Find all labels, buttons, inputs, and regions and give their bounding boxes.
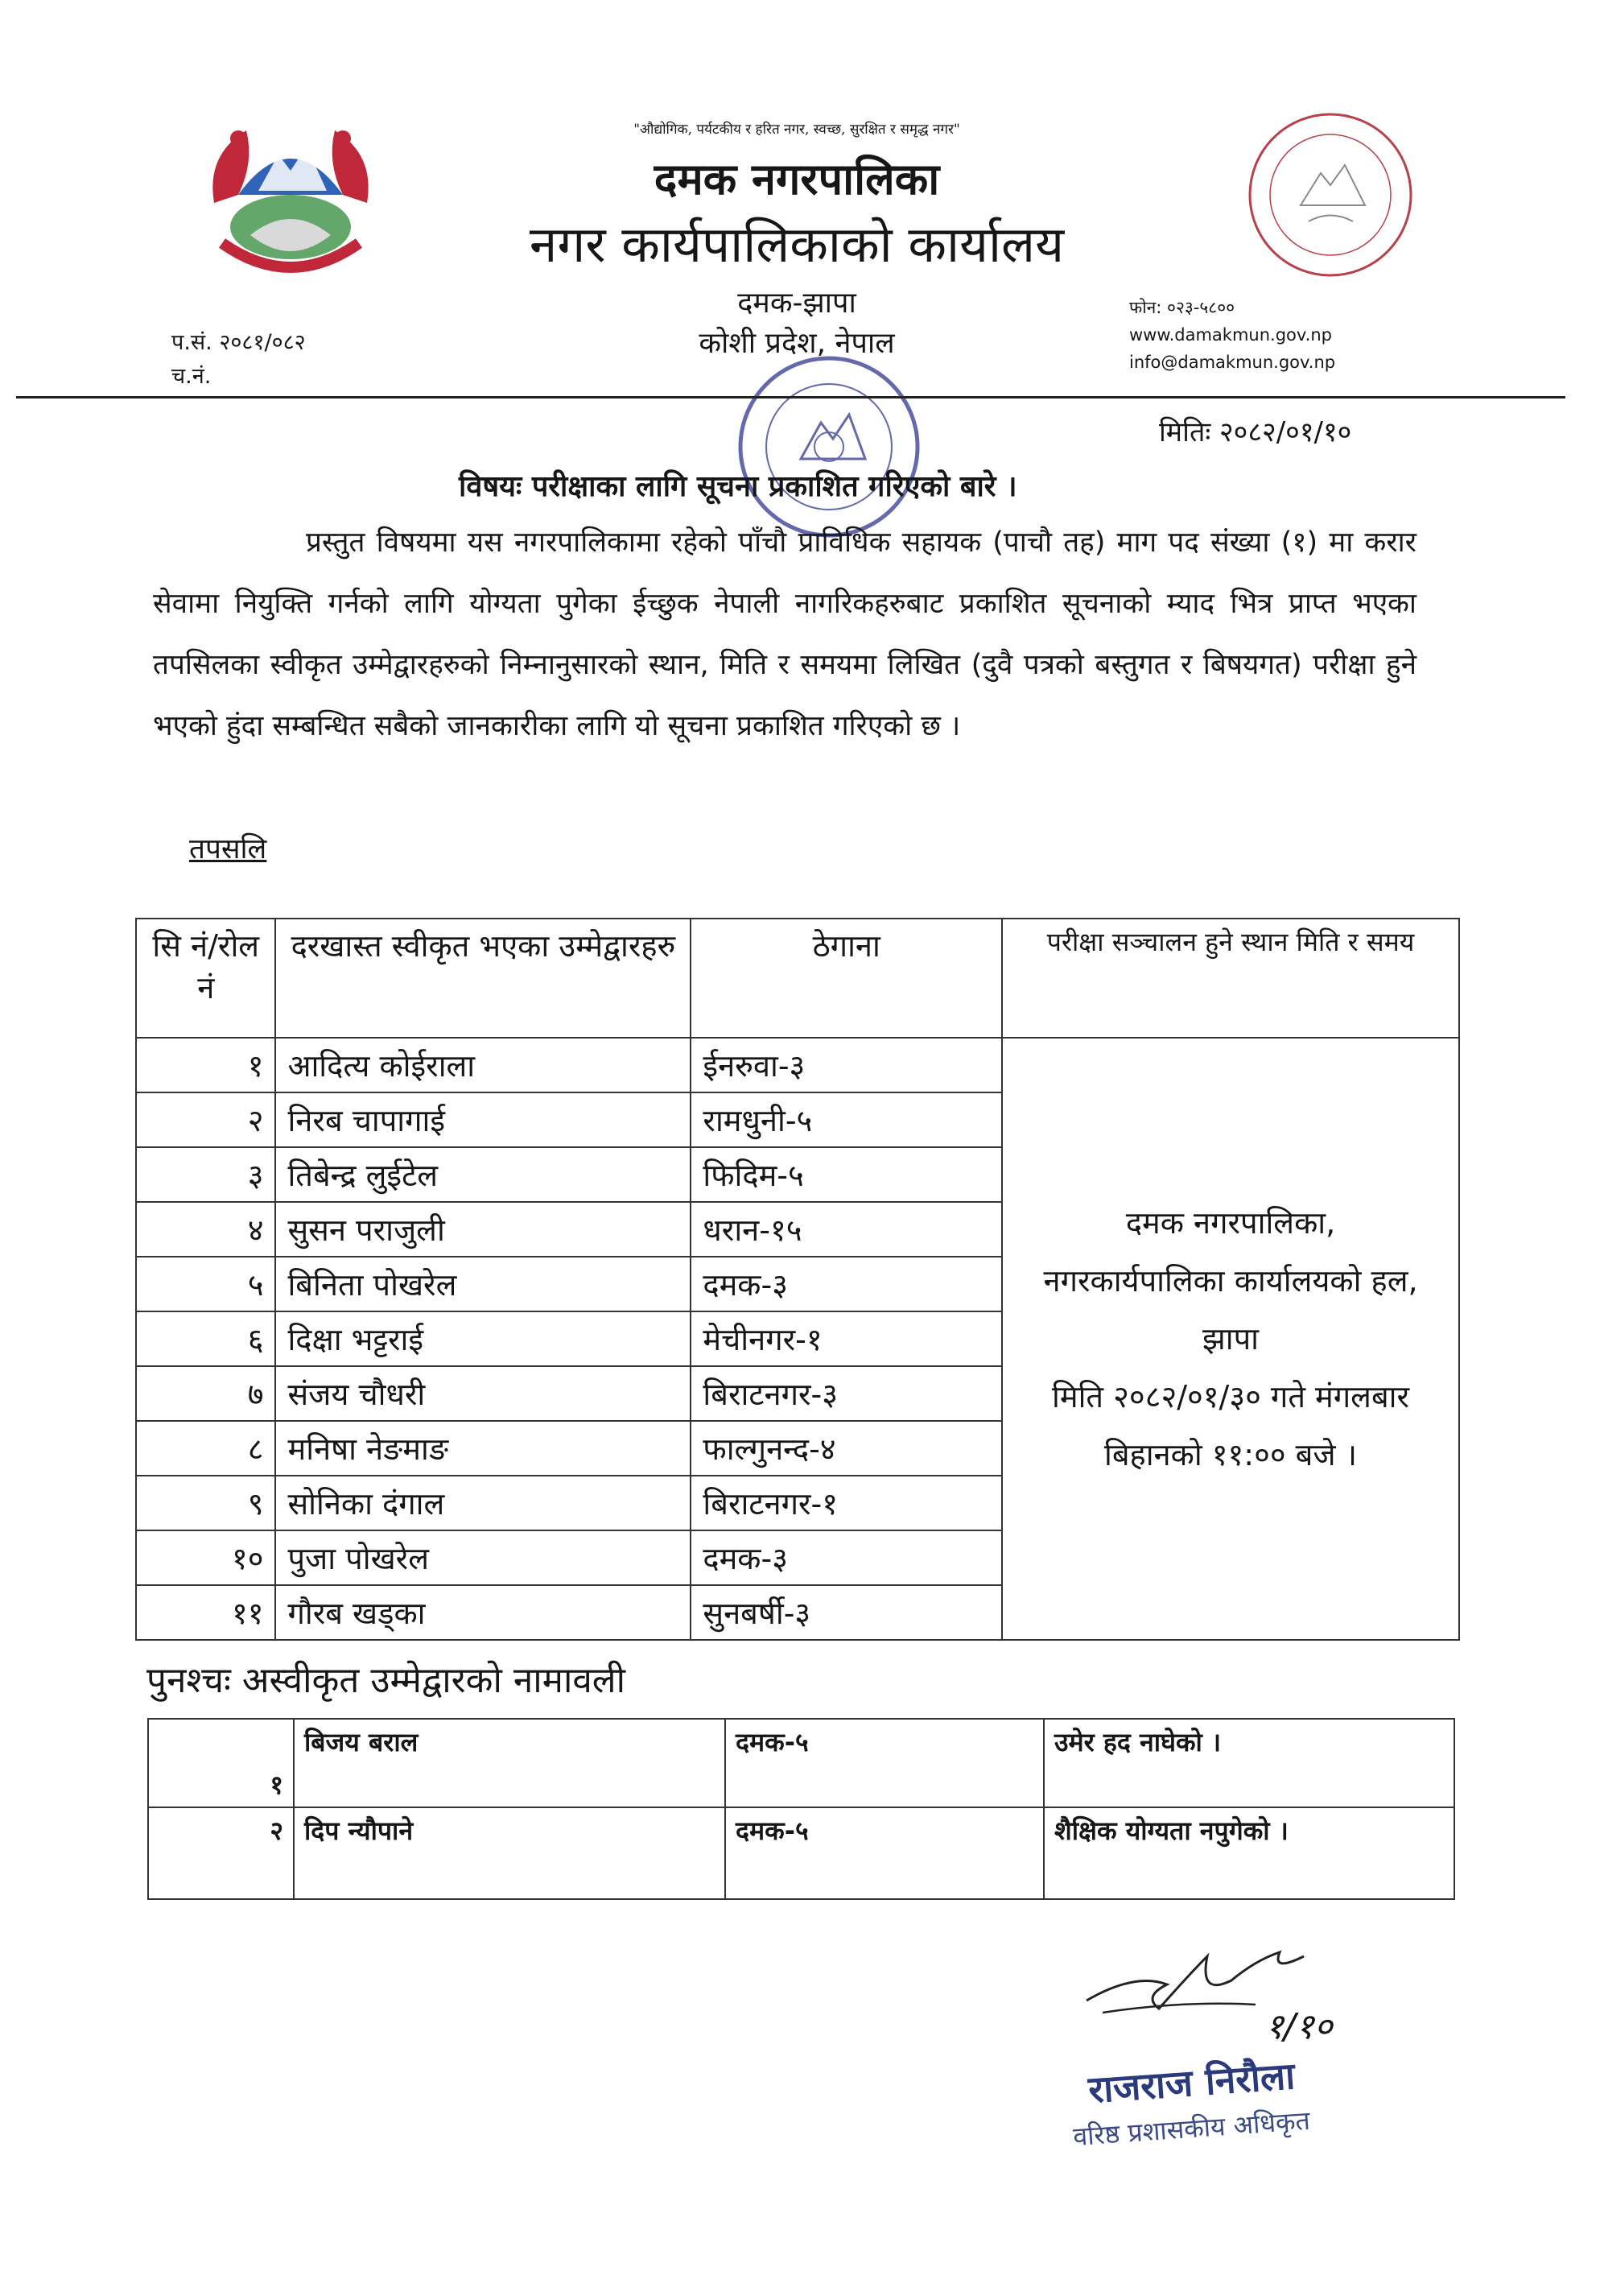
candidate-name: गौरब खड्का [275, 1585, 691, 1640]
roll-number: ७ [136, 1366, 275, 1421]
candidate-name: दिक्षा भट्टराई [275, 1311, 691, 1366]
municipality-motto: "औद्योगिक, पर्यटकीय र हरित नगर, स्वच्छ, सुरक्षित र समृद्ध नगर" [633, 122, 960, 138]
candidate-address: दमक-५ [725, 1807, 1044, 1899]
candidate-name: आदित्य कोईराला [275, 1038, 691, 1092]
reference-number: प.सं. २०८१/०८२ [171, 330, 306, 355]
column-header-address: ठेगाना [691, 919, 1002, 1038]
candidate-name: बिजय बराल [294, 1719, 725, 1807]
rejected-candidates-table [147, 1718, 1455, 1900]
roll-number: ६ [136, 1311, 275, 1366]
roll-number: ५ [136, 1257, 275, 1311]
roll-number: १ [136, 1038, 275, 1092]
venue-line-5: बिहानको ११:०० बजे । [1103, 1437, 1358, 1472]
candidate-address: सुनबर्षी-३ [691, 1585, 1002, 1640]
exam-venue-cell [1002, 1038, 1459, 1640]
candidate-name: संजय चौधरी [275, 1366, 691, 1421]
candidate-address: फाल्गुनन्द-४ [691, 1421, 1002, 1476]
roll-number: १० [136, 1530, 275, 1585]
venue-line-3: झापा [1202, 1321, 1260, 1357]
candidate-address: दमक-५ [725, 1719, 1044, 1807]
candidate-name: दिप न्यौपाने [294, 1807, 725, 1899]
roll-number: २ [136, 1092, 275, 1147]
letter-body [153, 512, 1416, 757]
table-row [136, 1038, 1459, 1092]
candidate-address: बिराटनगर-३ [691, 1366, 1002, 1421]
reference-block [171, 326, 306, 394]
column-header-exam-venue: परीक्षा सञ्चालन हुने स्थान मिति र समय [1002, 919, 1459, 1038]
letter-date: मितिः २०८२/०१/१० [1159, 416, 1352, 448]
address-line-2: कोशी प्रदेश, नेपाल [699, 327, 895, 360]
candidate-address: मेचीनगर-१ [691, 1311, 1002, 1366]
candidate-name: पुजा पोखरेल [275, 1530, 691, 1585]
roll-number: ८ [136, 1421, 275, 1476]
column-header-roll: सि नं/रोल नं [136, 919, 275, 1038]
candidate-address: फिदिम-५ [691, 1147, 1002, 1202]
candidate-name: तिबेन्द्र लुईटेल [275, 1147, 691, 1202]
column-header-candidates: दरखास्त स्वीकृत भएका उम्मेद्वारहरु [275, 919, 691, 1038]
signature-date: १/१० [1265, 2006, 1333, 2047]
phone-number: फोन: ०२३-५८०० [1129, 298, 1235, 317]
address-line-1: दमक-झापा [737, 287, 856, 320]
website: www.damakmun.gov.np [1129, 325, 1332, 345]
roll-number: २ [148, 1807, 294, 1899]
office-name: नगर कार्यपालिकाको कार्यालय [529, 215, 1065, 274]
roll-number: ९ [136, 1476, 275, 1530]
email: info@damakmun.gov.np [1129, 353, 1336, 372]
candidate-address: धरान-१५ [691, 1202, 1002, 1257]
candidate-name: मनिषा नेङमाङ [275, 1421, 691, 1476]
candidate-name: बिनिता पोखरेल [275, 1257, 691, 1311]
schedule-label: तपसलि [189, 833, 267, 865]
candidate-name: निरब चापागाई [275, 1092, 691, 1147]
header-divider [16, 396, 1565, 398]
candidate-name: सुसन पराजुली [275, 1202, 691, 1257]
table-row [148, 1719, 1454, 1807]
candidate-name: सोनिका दंगाल [275, 1476, 691, 1530]
candidate-address: दमक-३ [691, 1257, 1002, 1311]
venue-line-4: मिति २०८२/०१/३० गते मंगलबार [1052, 1379, 1410, 1414]
roll-number: ४ [136, 1202, 275, 1257]
venue-line-1: दमक नगरपालिका, [1125, 1205, 1336, 1241]
roll-number: ११ [136, 1585, 275, 1640]
signatory-title: वरिष्ठ प्रशासकीय अधिकृत [1072, 2104, 1311, 2153]
letter-subject: विषयः परीक्षाका लागि सूचना प्रकाशित गरिएको बारे । [459, 470, 1017, 503]
candidate-address: दमक-३ [691, 1530, 1002, 1585]
candidates-table [135, 918, 1460, 1641]
municipality-seal-icon [1244, 109, 1417, 282]
letter-body-text: प्रस्तुत विषयमा यस नगरपालिकामा रहेको पाँचौ प्राविधिक सहायक (पाचौ तह) माग पद संख्या (१) मा करार सेवामा नियुक्ति गर्नको लागि योग्यता पुगेका ईच्छुक नेपाली नागरिकहरुबाट प्रकाशित सूचनाको म्याद भित्र प्राप्त भएका तपसिलका स्वीकृत उम्मेद्वारहरुको निम्नानुसारको स्थान, मिति र समयमा लिखित (दुवै पत्रको बस्तुगत र बिषयगत) परीक्षा हुने भएको हुंदा सम्बन्धित सबैको जानकारीका लागि यो सूचना प्रकाशित गरिएको छ । [153, 527, 1416, 742]
candidate-address: बिराटनगर-१ [691, 1476, 1002, 1530]
government-emblem-icon [190, 106, 391, 283]
table-header-row [136, 919, 1459, 1038]
roll-number: ३ [136, 1147, 275, 1202]
candidate-address: रामधुनी-५ [691, 1092, 1002, 1147]
candidate-address: ईनरुवा-३ [691, 1038, 1002, 1092]
dispatch-number: च.नं. [171, 364, 212, 389]
rejected-list-title: पुनश्चः अस्वीकृत उम्मेद्वारको नामावली [146, 1660, 626, 1701]
rejection-reason: शैक्षिक योग्यता नपुगेको । [1044, 1807, 1454, 1899]
signatory-name: राजराज निरौला [1087, 2054, 1297, 2112]
roll-number: १ [148, 1719, 294, 1807]
contact-block [1129, 294, 1335, 376]
organization-name: दमक नगरपालिका [654, 154, 940, 204]
venue-line-2: नगरकार्यपालिका कार्यालयको हल, [1043, 1263, 1418, 1299]
table-row [148, 1807, 1454, 1899]
rejection-reason: उमेर हद नाघेको । [1044, 1719, 1454, 1807]
